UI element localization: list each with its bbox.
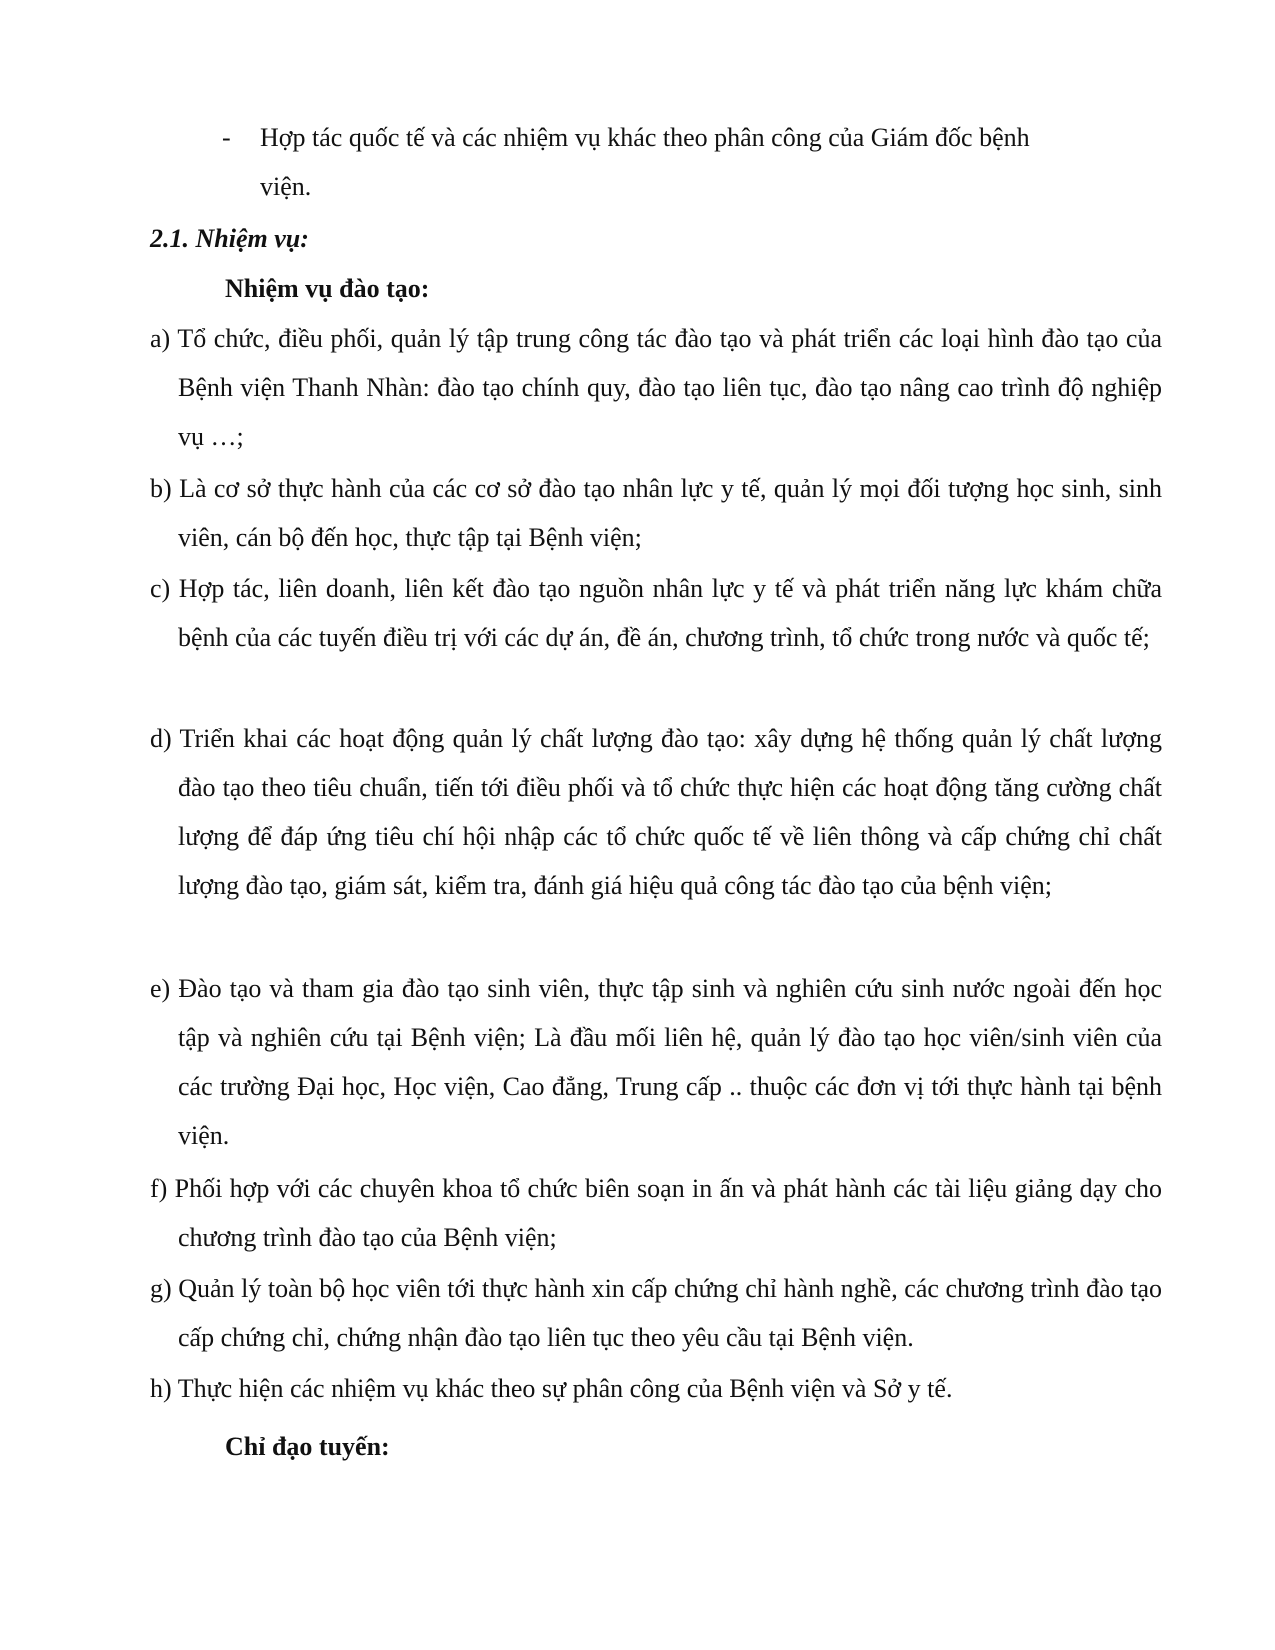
dash-list-item [222, 113, 1162, 211]
dash-item-line-1: Hợp tác quốc tế và các nhiệm vụ khác theo phân công của Giám đốc bệnh [260, 123, 1030, 152]
subheading-guidance: Chỉ đạo tuyến: [225, 1432, 390, 1461]
list-item-c: c) Hợp tác, liên doanh, liên kết đào tạo nguồn nhân lực y tế và phát triển năng lực khám chữa bệnh của các tuyến điều trị với các dự án, đề án, chương trình, tổ chức trong nước và quốc tế; [150, 574, 1162, 652]
dash-item-line-2: viện. [260, 172, 312, 201]
list-item-g: g) Quản lý toàn bộ học viên tới thực hành xin cấp chứng chỉ hành nghề, các chương trình đào tạo cấp chứng chỉ, chứng nhận đào tạo liên tục theo yêu cầu tại Bệnh viện. [150, 1274, 1162, 1352]
subheading-training: Nhiệm vụ đào tạo: [225, 274, 430, 303]
dash-bullet: - [222, 123, 231, 152]
section-title: 2.1. Nhiệm vụ: [150, 224, 309, 253]
list-item-h: h) Thực hiện các nhiệm vụ khác theo sự phân công của Bệnh viện và Sở y tế. [150, 1374, 953, 1403]
list-item-e: e) Đào tạo và tham gia đào tạo sinh viên, thực tập sinh và nghiên cứu sinh nước ngoài đến học tập và nghiên cứu tại Bệnh viện; Là đầu mối liên hệ, quản lý đào tạo học viên/sinh viên của các trường Đại học, Học viện, Cao đẳng, Trung cấp .. thuộc các đơn vị tới thực hành tại bệnh viện. [150, 974, 1162, 1150]
list-item-b: b) Là cơ sở thực hành của các cơ sở đào tạo nhân lực y tế, quản lý mọi đối tượng học sinh, sinh viên, cán bộ đến học, thực tập tại Bệnh viện; [150, 474, 1162, 552]
list-item-a: a) Tổ chức, điều phối, quản lý tập trung công tác đào tạo và phát triển các loại hình đào tạo của Bệnh viện Thanh Nhàn: đào tạo chính quy, đào tạo liên tục, đào tạo nâng cao trình độ nghiệp vụ …; [150, 324, 1162, 451]
list-item-f: f) Phối hợp với các chuyên khoa tổ chức biên soạn in ấn và phát hành các tài liệu giảng dạy cho chương trình đào tạo của Bệnh viện; [150, 1174, 1162, 1252]
list-item-d: d) Triển khai các hoạt động quản lý chất lượng đào tạo: xây dựng hệ thống quản lý chất lượng đào tạo theo tiêu chuẩn, tiến tới điều phối và tổ chức thực hiện các hoạt động tăng cường chất lượng để đáp ứng tiêu chí hội nhập các tổ chức quốc tế về liên thông và cấp chứng chỉ chất lượng đào tạo, giám sát, kiểm tra, đánh giá hiệu quả công tác đào tạo của bệnh viện; [150, 724, 1162, 900]
